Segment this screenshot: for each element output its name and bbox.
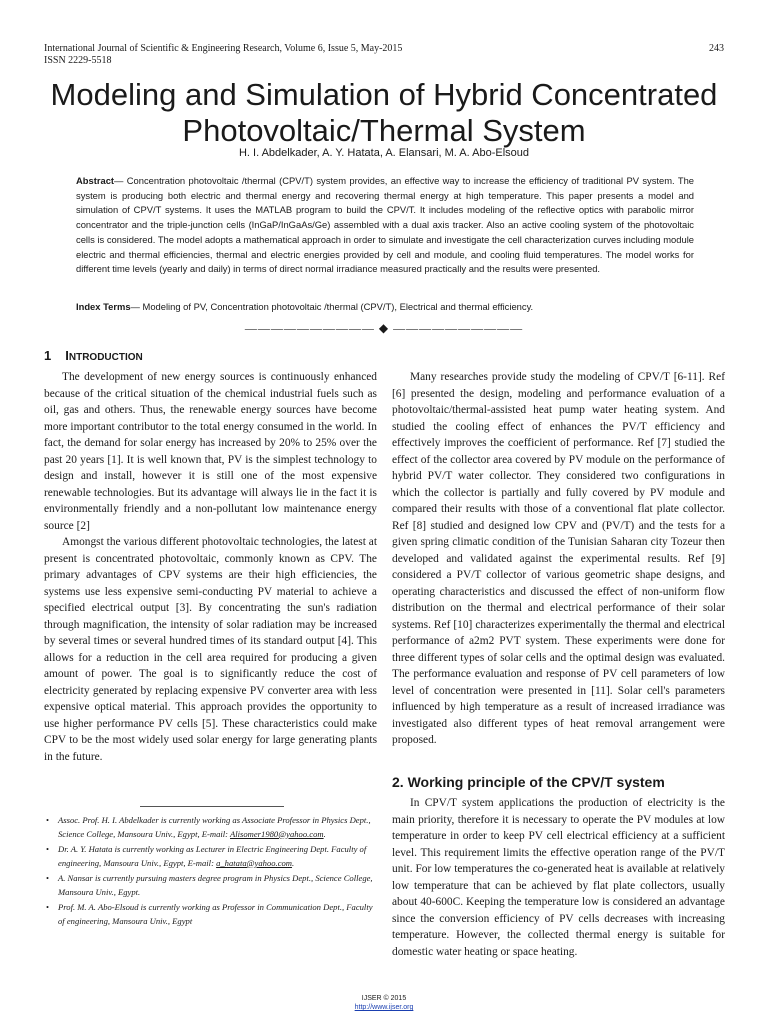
email-link[interactable]: Alisomer1980@yahoo.com <box>230 828 324 839</box>
bullet-icon: • <box>46 873 50 883</box>
journal-header: International Journal of Scientific & Engineering Research, Volume 6, Issue 5, May-2015 <box>44 43 403 54</box>
abstract-text: — Concentration photovoltaic /thermal (CPV/T) system provides, an effective way to increase the efficiency of traditional PV system. The system is producing both electric and thermal energy and recovering thermal energy at high temperature. This paper presents a model and simulation of CPV/T systems. It uses the MATLAB program to build the CPV/T. It includes modeling of the reflective optics with parabolic mirror concentrator and the triple-junction cells (InGaP/InGaAs/Ge) assembled with a dual axis tracker. Also an active cooling system of the photovoltaic cells is considered. The model adopts a mathematical approach in order to simulate and investigate the cell characterization curves including module electric and thermal efficiencies, thermal and electric energies provided by cell and module, and cooling fluid temperatures. The model works for different time levels (yearly and daily) in terms of direct normal irradiance measured practically and the results were presented. <box>76 175 694 275</box>
left-column <box>44 369 377 765</box>
footnote-item <box>44 814 374 841</box>
section-2-body <box>392 795 725 960</box>
intro-paragraph-2: Amongst the various different photovoltaic technologies, the latest at present is concentrated photovoltaic, commonly known as CPV. The primary advantages of CPV systems are their high efficiencies, the systems use less expensive semi-conducting PV material to achieve a specified electrical output [3]. By concentrating the sun's radiation through magnification, the intensity of solar radiation may be increased by several times or several hundred times of its standard output [4]. This allows for a reduction in the cell area required for producing a given amount of power. The goal is to significantly reduce the cost of electricity generated by replacing expensive PV converter area with less expensive optical material. This approach provides the opportunity to use higher performance PV cells [5]. These characteristics could make CPV to be the most widely used solar energy for large generating plants in the future. <box>44 536 377 763</box>
bullet-icon: • <box>46 844 50 854</box>
footnote-text: A. Nansar is currently pursuing masters degree program in Physics Dept., Science College, Mansoura Univ., Egypt. <box>58 873 373 897</box>
right-column <box>392 369 725 749</box>
section-2-heading: 2. Working principle of the CPV/T system <box>392 774 665 790</box>
section-1-number: 1 <box>44 348 52 363</box>
page-footer <box>0 994 768 1012</box>
footnote-rule <box>140 806 284 807</box>
intro-paragraph-1: The development of new energy sources is continuously enhanced because of the critical situation of the chemical industrial fuels such as oil, gas and others. Thus, the renewable energy sources have become more important contributor to the total energy consumed in the world. In fact, the demand for solar energy has increased by 20% to 25% over the past 20 years [1]. It is well known that, PV is the simplest technology to design and install, however it is still one of the most expensive renewable technologies. But its advantage will always lie in the fact it is environmentally friendly and a non-pollutant low maintenance energy source [2] <box>44 371 377 532</box>
section-1-heading <box>44 348 143 366</box>
abstract <box>76 174 694 277</box>
issn: ISSN 2229-5518 <box>44 55 112 66</box>
authors: H. I. Abdelkader, A. Y. Hatata, A. Elansari, M. A. Abo-Elsoud <box>238 147 530 159</box>
title-line-2: Photovoltaic/Thermal System <box>182 113 586 148</box>
section-1-title-rest: NTRODUCTION <box>68 352 143 363</box>
title-line-1: Modeling and Simulation of Hybrid Concentrated <box>50 77 718 112</box>
footnote-text: Prof. M. A. Abo-Elsoud is currently working as Professor in Communication Dept., Faculty of engineering, Mansoura Univ., Egypt <box>58 902 373 926</box>
footnote-item <box>44 843 374 870</box>
paper-title <box>20 77 748 149</box>
footnote-text: Assoc. Prof. H. I. Abdelkader is currently working as Associate Professor in Physics Dept., Science College, Mansoura Univ., Egypt, E-mail: <box>58 815 371 839</box>
email-link[interactable]: a_hatata@yahoo.com <box>216 857 293 868</box>
intro-paragraph-3: Many researches provide study the modeling of CPV/T [6-11]. Ref [6] presented the design, modeling and performance evaluation of a photovoltaic/thermal-assisted heat pump water heating system. And studied the cooling effect of enhances the PV/T efficiency and effectively improves the coefficient of performance. Ref [7] studied the effect of the collector area covered by PV module on the performance of hybrid PV/T water collector. They considered two configurations in which the collector is partially and fully covered by PV module and compared their results with those of a conventional flat plate collector. Ref [8] studied and designed low CPV and (PV/T) and the tests for a given spring climatic condition of the Tunisian Saharan city Tozeur then developed and validated against the experimental results. Ref [9] considered a PV/T collector of various geometric shape designs, and operating characteristics and discussed the effect of non-uniform flow distribution on the thermal and electrical performance of their solar systems. Ref [10] characterizes experimentally the thermal and electrical performance of a2m2 PVT system. These experiments were done for three different types of solar cells and the optimal design was evaluated. The performance evaluation and response of PV cell parameters of low level of concentration were presented in [11]. Solar cell's parameters influenced by high temperature as a result of increased irradiance was investigated also different types of heat removal arrangement were proposed. <box>392 371 725 746</box>
section-1-initial: I <box>65 348 69 363</box>
abstract-label: Abstract <box>76 175 115 186</box>
footnote-tail: . <box>323 828 326 839</box>
footnote-text: Dr. A. Y. Hatata is currently working as Lecturer in Electric Engineering Dept. Faculty of engineering, Mansoura Univ., Egypt, E-mail: <box>58 844 367 868</box>
index-terms-label: Index Terms <box>76 301 131 312</box>
journal-url-link[interactable]: http://www.ijser.org <box>354 1004 414 1011</box>
section-2-paragraph-1: In CPV/T system applications the production of electricity is the main priority, therefore it is necessary to operate the PV modules at low temperature in order to keep PV cell electrical efficiency at a sufficient level. This requirement limits the effective operation range of the PV/T unit. For low temperatures the co-generated heat is available at relatively low temperature that can be achieved by flat plate collectors, usually about 40-600C. Keeping the temperature low is considered an advantage since the conversion efficiency of PV cells decreases with increasing temperature. However, the collected thermal energy is suitable for domestic water heating or space heating. <box>392 797 725 958</box>
bullet-icon: • <box>46 902 50 912</box>
author-footnotes <box>44 814 374 930</box>
section-divider: —————————— ◆ —————————— <box>244 321 524 335</box>
footnote-item <box>44 872 374 899</box>
footnote-item <box>44 901 374 928</box>
index-terms-text: — Modeling of PV, Concentration photovoltaic /thermal (CPV/T), Electrical and thermal efficiency. <box>130 301 534 312</box>
copyright: IJSER © 2015 <box>361 995 407 1002</box>
index-terms <box>76 300 694 313</box>
footnote-tail: . <box>292 857 295 868</box>
page-number: 243 <box>709 43 724 54</box>
bullet-icon: • <box>46 815 50 825</box>
